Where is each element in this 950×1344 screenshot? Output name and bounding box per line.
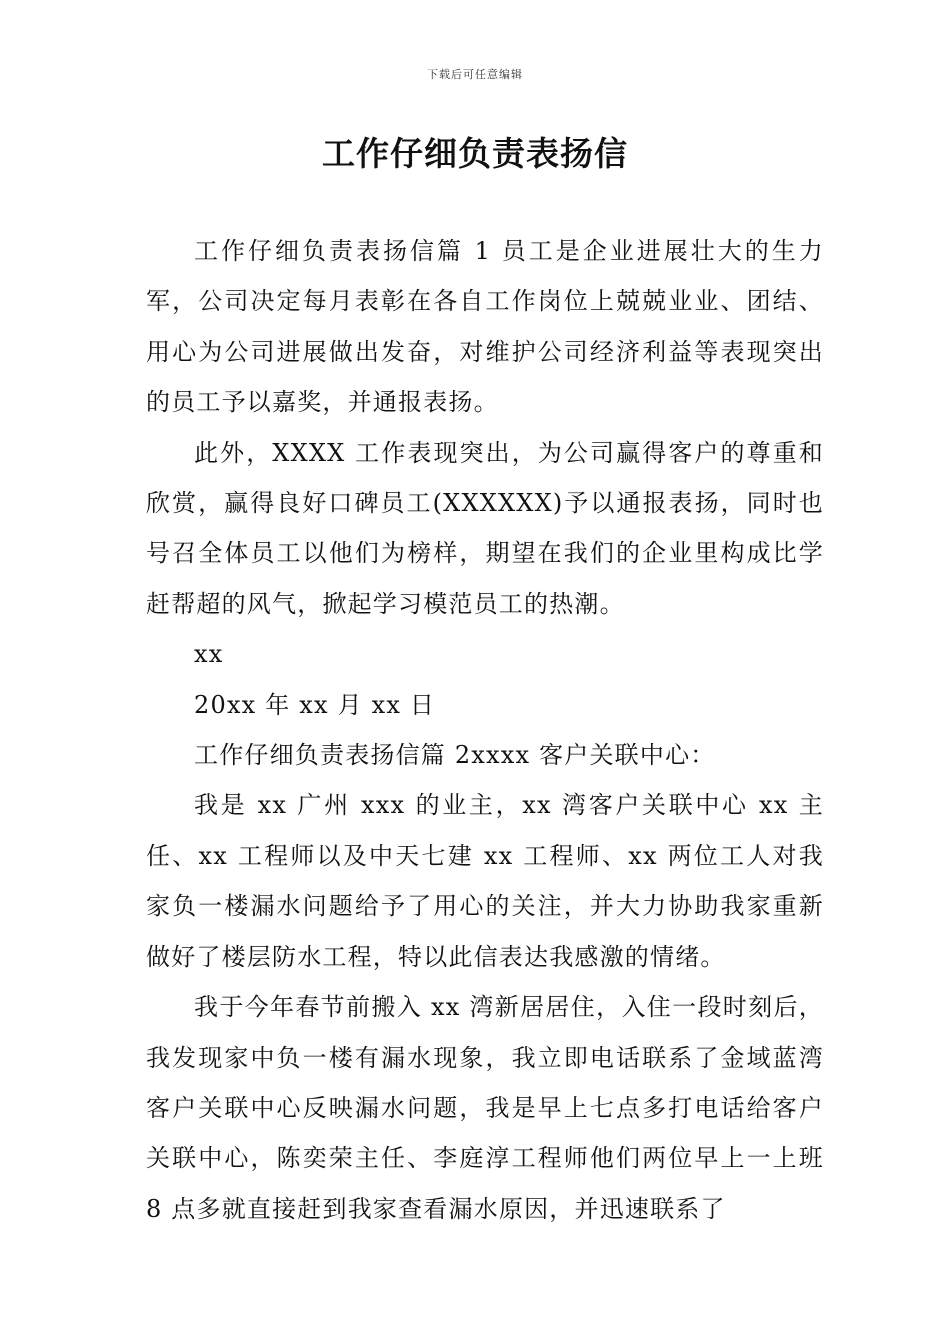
document-title: 工作仔细负责表扬信 bbox=[322, 134, 628, 173]
paragraph: 我于今年春节前搬入 xx 湾新居居住，入住一段时刻后，我发现家中负一楼有漏水现象，我立即电话联系了金域蓝湾客户关联中心反映漏水问题，我是早上七点多打电话给客户关联中心，陈奕荣主任、李庭淳工程师他们两位早上一上班 8 点多就直接赶到我家查看漏水原因，并迅速联系了 bbox=[146, 993, 824, 1223]
paragraph-heading: 工作仔细负责表扬信篇 2xxxx 客户关联中心： bbox=[194, 741, 716, 770]
document-body bbox=[146, 226, 824, 1234]
paragraph: 此外，XXXX 工作表现突出，为公司赢得客户的尊重和欣赏，赢得良好口碑员工(XXXXXX)予以通报表扬，同时也号召全体员工以他们为榜样，期望在我们的企业里构成比学赶帮超的风气，掀起学习模范员工的热潮。 bbox=[146, 438, 824, 618]
signature-date: 20xx 年 xx 月 xx 日 bbox=[194, 690, 436, 719]
header-note: 下载后可任意编辑 bbox=[427, 68, 523, 81]
signature-name: xx bbox=[194, 640, 224, 669]
paragraph: 工作仔细负责表扬信篇 1 员工是企业进展壮大的生力军，公司决定每月表彰在各自工作岗位上兢兢业业、团结、用心为公司进展做出发奋，对维护公司经济利益等表现突出的员工予以嘉奖，并通报表扬。 bbox=[146, 237, 824, 417]
paragraph: 我是 xx 广州 xxx 的业主，xx 湾客户关联中心 xx 主任、xx 工程师以及中天七建 xx 工程师、xx 两位工人对我家负一楼漏水问题给予了用心的关注，并大力协助我家重新做好了楼层防水工程，特以此信表达我感激的情绪。 bbox=[146, 791, 824, 971]
